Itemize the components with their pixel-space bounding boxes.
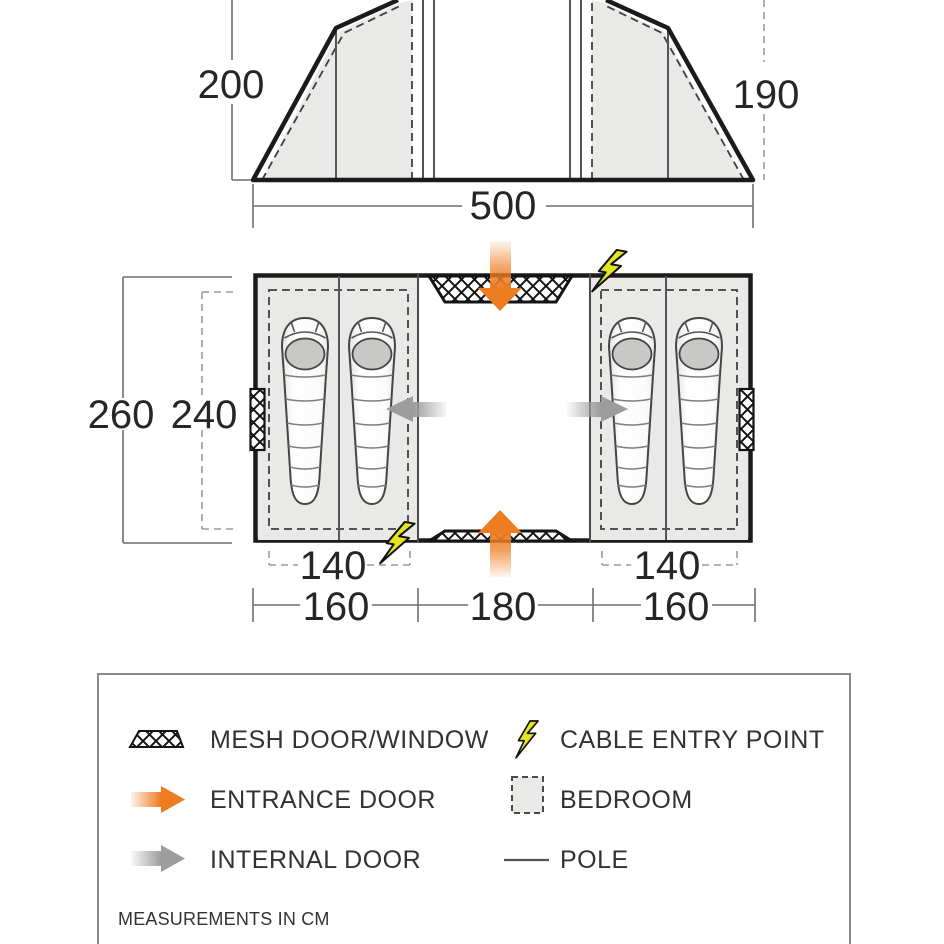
legend-label-pole: POLE [560,846,629,874]
dim-180-label: 180 [469,585,537,629]
legend-label-cable: CABLE ENTRY POINT [560,726,825,754]
mesh-window-right [740,389,754,450]
legend-label-internal: INTERNAL DOOR [210,846,422,874]
dim-140-right-label: 140 [633,544,701,588]
cable-entry-icon [516,721,538,758]
legend-label-bedroom: BEDROOM [560,786,693,814]
dim-160-left-label: 160 [302,585,370,629]
dim-190-label: 190 [732,73,800,117]
mesh-window-left [251,389,265,450]
legend-label-mesh: MESH DOOR/WINDOW [210,726,489,754]
dim-500-label: 500 [469,184,537,228]
legend-measurements-note: MEASUREMENTS IN CM [118,909,330,929]
tent-floorplan-view [88,241,755,629]
entrance-door-icon [131,786,185,813]
dim-140-left-label: 140 [299,544,367,588]
dim-260-label: 260 [87,393,155,437]
tent-elevation-view [198,0,800,228]
dim-200-label: 200 [197,63,265,107]
internal-door-icon [131,845,185,872]
mesh-door-window-icon [130,731,183,747]
dim-240-label: 240 [170,393,238,437]
legend-label-entrance: ENTRANCE DOOR [210,786,436,814]
bedroom-swatch-icon [512,777,543,813]
dim-160-right-label: 160 [642,585,710,629]
legend-panel [98,674,850,944]
